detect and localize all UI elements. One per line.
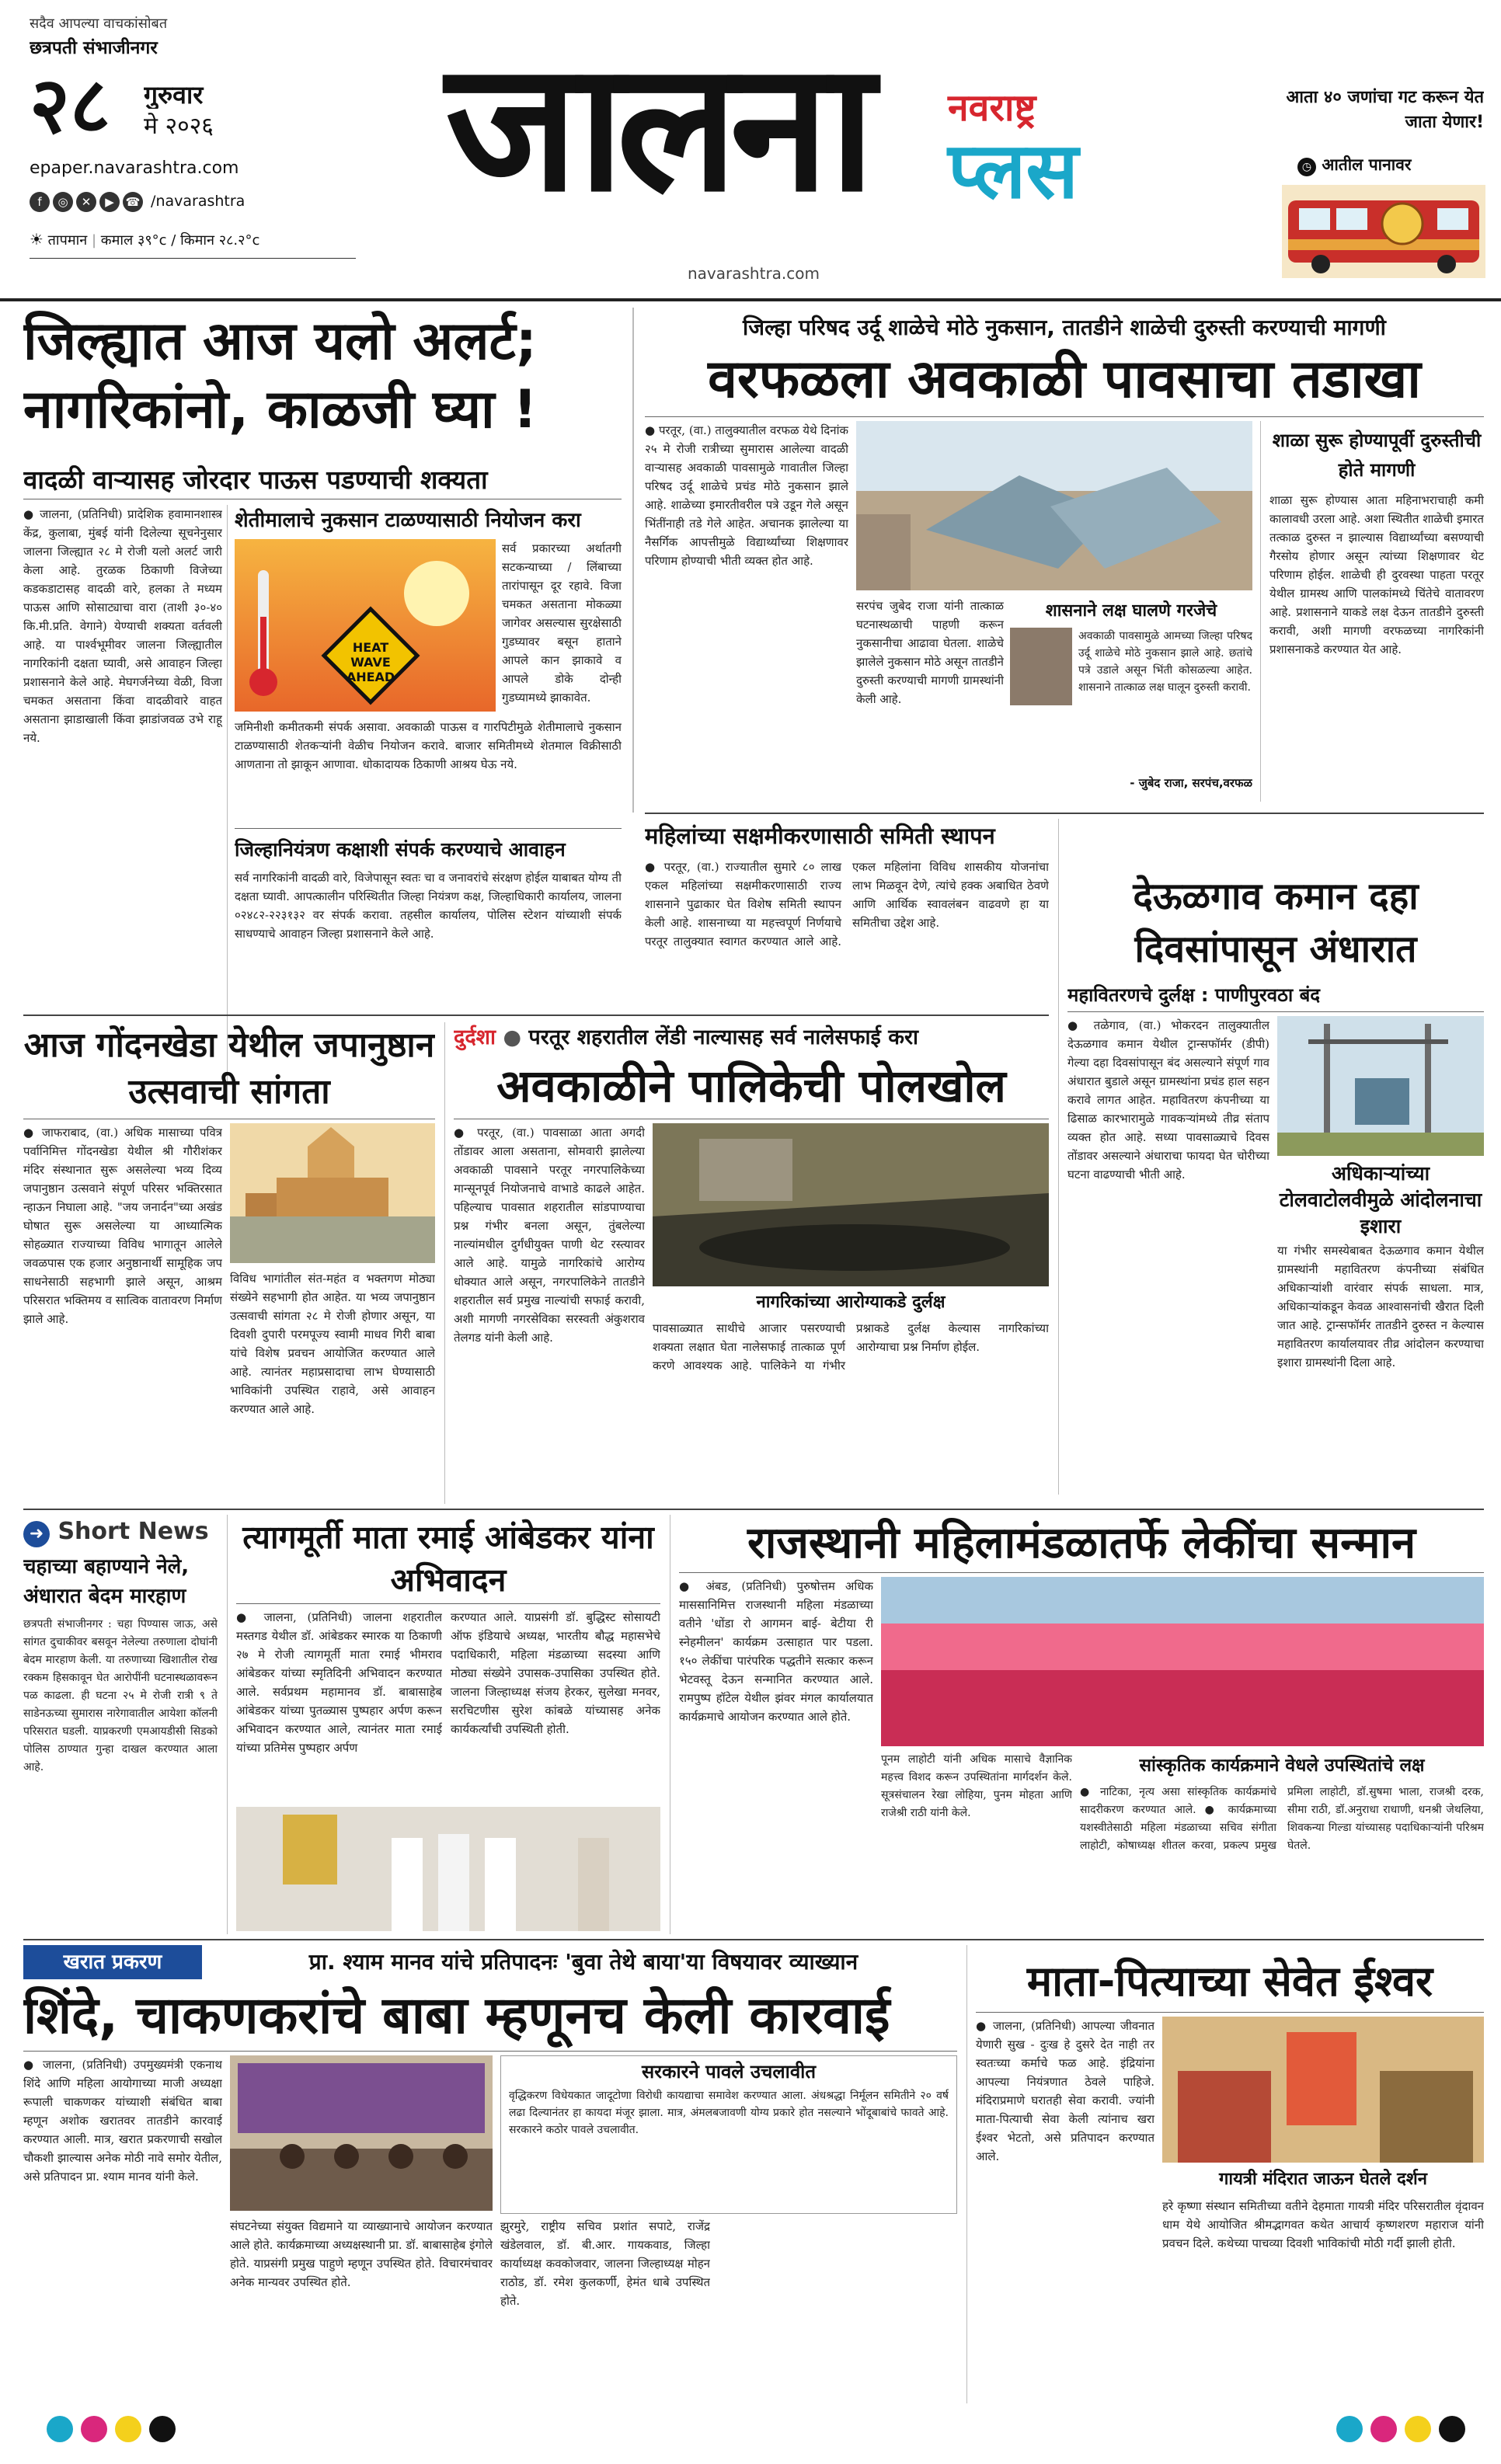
x-icon[interactable]: ✕ xyxy=(76,192,96,212)
urdu-school-headline[interactable]: वरफळला अवकाळी पावसाचा तडाखा xyxy=(708,349,1421,410)
clock-icon: ◷ xyxy=(1297,158,1316,176)
rajasthani-headline[interactable]: राजस्थानी महिलामंडळातर्फे लेकींचा सन्मान xyxy=(747,1518,1416,1568)
logo-plus: प्लस xyxy=(948,125,1078,216)
registration-mark xyxy=(1336,2416,1363,2442)
gayatri-headline[interactable]: माता-पित्याच्या सेवेत ईश्वर xyxy=(1026,1957,1433,2006)
shyam-manav-body2: संघटनेच्या संयुक्त विद्यमाने या व्याख्यानाचे आयोजन करण्यात आले होते. कार्यक्रमाच्या अध्यक्षस्थानी प्रा. डॉ. बाबासाहेब इंगोले होते. याप्रसंगी प्रमुख पाहुणे म्हणून उपस्थित होते. विचारमंचावर अनेक मान्यवर उपस्थित होते. xyxy=(230,2219,493,2289)
ramai-headline[interactable]: त्यागमूर्ती माता रमाई आंबेडकर यांना अभिवादन xyxy=(242,1519,654,1599)
heatwave-photo xyxy=(235,539,496,712)
shyam-manav-body1: ● जालना, (प्रतिनिधी) उपमुख्यमंत्री एकनाथ शिंदे आणि महिला आयोगाच्या माजी अध्यक्षा रूपाली चाकणकर यांच्याशी संबंधित बाबा म्हणून अशोक खरातवर तातडीने कारवाई करण्यात आली. मात्र, खरात प्रकरणाची सखोल चौकशी झाल्यास अनेक मोठी नावे समोर येतील, असे प्रतिपादन प्रा. श्याम मानव यांनी केले. xyxy=(23,2058,222,2184)
sarpanch-photo xyxy=(1010,628,1072,705)
ramai-body2: करण्यात आले. याप्रसंगी डॉ. बुद्धिस्ट सोसायटी ऑफ इंडियाचे अध्यक्ष, भारतीय बौद्ध महासभेचे पदाधिकारी, महिला मंडळाच्या सदस्या आणि मोठ्या संख्येने उपासक-उपासिका उपस्थित होते. जालना जिल्हाध्यक्ष संजय हेरकर, सुलेखा मनवर, सरचिटणीस सुरेश कांबळे यांच्यासह अनेक कार्यकर्त्यांची उपस्थिती होती. xyxy=(451,1610,660,1736)
drain-photo xyxy=(653,1123,1049,1286)
temple-photo xyxy=(230,1123,435,1263)
social-handle: /navarashtra xyxy=(151,193,246,210)
gondankheda-body2: विविध भागांतील संत-महंत व भक्तगण मोठ्या संख्येने सहभागी होत आहेत. या भव्य जपानुष्ठान उत्सवाची सांगता २८ मे रोजी होणार असून, या दिवशी दुपारी परमपूज्य स्वामी माधव गिरी बाबा यांचे विशेष प्रवचन आयोजित करण्यात आले आहे. त्यानंतर महाप्रसादाचा लाभ घेण्यासाठी भाविकांनी उपस्थित राहावे, असे आवाहन करण्यात आले आहे. xyxy=(230,1272,435,1416)
urdu-school-side-body: शाळा सुरू होण्यास आता महिनाभराचाही कमी कालावधी उरला आहे. अशा स्थितीत शाळेची इमारत तत्काळ दुरुस्त न झाल्यास विद्यार्थ्यांच्या बसण्याची गैरसोय होणार असून त्यांच्या शिक्षणावर थेट परिणाम होईल. शाळेची ही दुरवस्था पाहता परतूर येथील ग्रामस्थ आणि पालकांमध्ये चिंतेचे वातावरण आहे. प्रशासनाने याकडे लक्ष देऊन तातडीने दुरुस्ती करावी, अशी मागणी वरफळच्या नागरिकांनी प्रशासनाकडे करण्यात येत आहे. xyxy=(1269,493,1484,656)
transformer-photo xyxy=(1277,1016,1484,1156)
temple-image xyxy=(230,1123,435,1263)
epaper-url[interactable]: epaper.navarashtra.com xyxy=(30,158,239,178)
masthead xyxy=(0,0,1501,303)
edition-name: छत्रपती संभाजीनगर xyxy=(30,38,158,58)
month-year: मे २०२६ xyxy=(144,113,214,140)
partur-drain-body1: ● परतूर, (वा.) पावसाळा आता अगदी तोंडावर आला असताना, सोमवारी झालेल्या अवकाळी पावसाने परतूर नगरपालिकेच्या मान्सूनपूर्व नियोजनाचे वाभाडे काढले आहेत. पहिल्याच पावसात शहरातील सांडपाण्याचा प्रश्न गंभीर बनला असून, तुंबलेल्या नाल्यांमधील दुर्गंधीयुक्त पाणी थेट रस्त्यावर आले आहे. यामुळे नागरिकांचे आरोग्य धोक्यात आले असून, नगरपालिकेने तातडीने शहरातील सर्व प्रमुख नाल्यांची सफाई करावी, अशी मागणी नगरसेविका सरस्वती अंकुशराव तेलगड यांनी केली आहे. xyxy=(454,1126,645,1345)
transformer-image xyxy=(1277,1016,1484,1156)
registration-mark xyxy=(115,2416,141,2442)
yellow-alert-inner-head: शेतीमालाचे नुकसान टाळण्यासाठी नियोजन करा xyxy=(235,509,581,532)
whatsapp-icon[interactable]: ☎ xyxy=(123,192,143,212)
social-row xyxy=(30,190,371,214)
deulgaon-body: ● तळेगाव, (वा.) भोकरदन तालुक्यातील देऊळगाव कमान येथील ट्रान्सफॉर्मर (डीपी) गेल्या दहा दिवसांपासून बंद असल्याने संपूर्ण गाव अंधारात बुडाले असून ग्रामस्थांना प्रचंड हाल सहन करावे लागत आहेत. महावितरण कंपनीच्या या ढिसाळ कारभारामुळे गावकऱ्यांमध्ये तीव्र संताप व्यक्त होत आहे. सध्या पावसाळ्याचे दिवस तोंडावर असल्याने अंधाराचा फायदा घेत चोरीच्या घटना वाढण्याची भीती आहे. xyxy=(1067,1018,1269,1182)
urdu-school-body2: सरपंच जुबेद राजा यांनी तात्काळ घटनास्थळाची पाहणी करून नुकसानीचा आढावा घेतला. शाळेचे झालेले नुकसान मोठे असून तातडीने दुरुस्ती करण्याची मागणी ग्रामस्थांनी केली आहे. xyxy=(856,599,1004,706)
short-news-headline[interactable]: चहाच्या बहाण्याने नेले, अंधारात बेदम मारहाण xyxy=(23,1555,190,1608)
rajasthani-body1: ● अंबड, (प्रतिनिधी) पुरुषोत्तम अधिक माससानिमित्त राजस्थानी महिला मंडळाच्या वतीने 'धोंडा रो आगमन बाई- बेटीया री स्नेहमीलन' कार्यक्रम उत्साहात पार पडला. १५० लेकींचा पारंपरिक पद्धतीने सत्कार करून भेटवस्तू देऊन सन्मानित करण्यात आले. रामपुष्प हॉटेल येथील झंवर मंगल कार्यालयात कार्यक्रमाचे आयोजन करण्यात आले होते. xyxy=(679,1579,873,1724)
urdu-school-kicker: जिल्हा परिषद उर्दू शाळेचे मोठे नुकसान, तातडीने शाळेची दुरुस्ती करण्याची मागणी xyxy=(743,315,1386,340)
urdu-school-photo xyxy=(856,421,1252,590)
youtube-icon[interactable]: ▶ xyxy=(99,192,120,212)
partur-drain-kicker: परतूर शहरातील लेंडी नाल्यासह सर्व नालेसफाई करा xyxy=(528,1025,918,1049)
shyam-manav-inset-body: वृद्धिकरण विधेयकात जादूटोणा विरोधी कायद्याचा समावेश करण्यात आला. अंधश्रद्धा निर्मूलन समितीने २० वर्ष लढा दिल्यानंतर हा कायदा मंजूर झाला. मात्र, अंमलबजावणी योग्य प्रकारे होत नसल्याने भोंदूबाबांचे फावते आहे. सरकारने कठोर पावले उचलावीत. xyxy=(509,2090,949,2136)
urdu-school-quote-head: शासनाने लक्ष घालणे गरजेचे xyxy=(1045,601,1217,621)
registration-mark xyxy=(149,2416,176,2442)
partur-drain-kicker-row: दुर्दशा ● परतूर शहरातील लेंडी नाल्यासह सर्व नालेसफाई करा xyxy=(454,1025,918,1049)
logo-jalna: जालना xyxy=(445,24,868,231)
gondankheda-body1: ● जाफराबाद, (वा.) अधिक मासाच्या पवित्र पर्वानिमित्त गोंदनखेडा येथील श्री गौरीशंकर मंदिर संस्थानात सुरू असलेल्या भव्य दिव्य जपानुष्ठान उत्सवाने संपूर्ण परिसर भक्तिरसात न्हाऊन निघाला आहे. "जय जनार्दन"च्या अखंड घोषात सुरू असलेल्या या आध्यात्मिक सोहळ्यात राज्याच्या विविध भागातून आलेले जवळपास एक हजार अनुष्ठानार्थी सामूहिक जप साधनेसाठी सहभागी झाले असून, आश्रम परिसरात भक्तिमय व सात्विक वातावरण निर्माण झाले आहे. xyxy=(23,1126,222,1326)
weather-value: कमाल ३९°c / किमान २८.२°c xyxy=(100,232,260,249)
deulgaon-headline[interactable]: देऊळगाव कमान दहा दिवसांपासून अंधारात xyxy=(1133,875,1419,971)
gayatri-photo xyxy=(1162,2017,1484,2163)
heatwave-label: HEAT WAVE AHEAD xyxy=(346,640,395,684)
short-news-body: छत्रपती संभाजीनगर : चहा पिण्यास जाऊ, असे सांगत दुचाकीवर बसवून नेलेल्या तरुणाला दोघांनी बेदम मारहाण केली. या तरुणाच्या खिशातील रोख रक्कम हिसकावून घेत आरोपींनी घटनास्थळावरून पळ काढला. ही घटना २५ मे रोजी रात्री ९ ते साडेनऊच्या सुमारास नारेगावातील आयेशा कॉलनी परिसरात घडली. याप्रकरणी एमआयडीसी सिडको पोलिस ठाण्यात गुन्हा दाखल करण्यात आला आहे. xyxy=(23,1618,218,1773)
ramai-body1: ● जालना, (प्रतिनिधी) जालना शहरातील मस्तगड येथील डॉ. आंबेडकर स्मारक या ठिकाणी २७ मे रोजी त्यागमूर्ती माता रमाई भीमराव आंबेडकर यांच्या स्मृतिदिनी अभिवादन करण्यात आले. सर्वप्रथम महामानव डॉ. बाबासाहेब आंबेडकर यांच्या पुतळ्यास पुष्पहार अर्पण करून अभिवादन करण्यात आले, त्यानंतर माता रमाई यांच्या प्रतिमेस पुष्पहार अर्पण xyxy=(236,1610,442,1755)
rajasthani-photo xyxy=(881,1577,1484,1746)
lecture-image xyxy=(230,2055,493,2211)
shyam-manav-headline[interactable]: शिंदे, चाकणकरांचे बाबा म्हणूनच केली कारवाई xyxy=(23,1985,890,2045)
date-number: २८ xyxy=(30,60,110,151)
partur-drain-body2: पावसाळ्यात साथीचे आजार पसरण्याची शक्यता लक्षात घेता नालेसफाई तात्काळ पूर्ण करणे आवश्यक आहे. पालिकेने या गंभीर प्रश्नाकडे दुर्लक्ष केल्यास नागरिकांच्या आरोग्याचा प्रश्न निर्माण होईल. xyxy=(653,1321,1049,1373)
women-committee-body: ● परतूर, (वा.) राज्यातील सुमारे ८० लाख एकल महिलांच्या सक्षमीकरणासाठी राज्य शासनाने पुढाकार घेत विशेष समिती स्थापन केली आहे. शासनाच्या या महत्त्वपूर्ण निर्णयाचे परतूर तालुक्यात स्वागत करण्यात आले आहे. एकल महिलांना विविध शासकीय योजनांचा लाभ मिळवून देणे, त्यांचे हक्क अबाधित ठेवणे आणि आर्थिक स्वावलंबन वाढवणे हा या समितीचा उद्देश आहे. xyxy=(645,860,1049,948)
rajasthani-cultural-body: ● नाटिका, नृत्य असा सांस्कृतिक कार्यक्रमांचे सादरीकरण करण्यात आले. ● कार्यक्रमाच्या यशस्वीतेसाठी महिला मंडळाच्या सचिव संगीता लाहोटी, कोषाध्यक्ष शीतल करवा, प्रकल्प प्रमुख प्रमिला लाहोटी, डॉ.सुषमा भाला, राजश्री दरक, सीमा राठी, डॉ.अनुराधा राधाणी, धनश्री जेथलिया, शिवकन्या गिल्डा यांच्यासह पदाधिकाऱ्यांनी परिश्रम घेतले. xyxy=(1080,1786,1484,1852)
rajasthani-cultural-head: सांस्कृतिक कार्यक्रमाने वेधले उपस्थितांचे लक्ष xyxy=(1139,1756,1425,1776)
yellow-alert-body2: सर्व प्रकारच्या अर्थातगी सटकन्याच्या / लिंबाच्या तारांपासून दूर रहावे. विजा चमकत असताना मोकळ्या जागेवर असल्यास सुरक्षेसाठी गुडघ्यावर बसून हाताने आपले कान झाकावे व आपले डोके दोन्ही गुडघ्यामध्ये झाकावेत. xyxy=(502,541,622,705)
short-news-arrow-icon: ➜ xyxy=(23,1521,50,1547)
ramai-photo xyxy=(236,1807,660,1931)
drain-image xyxy=(653,1123,1049,1286)
yellow-alert-body1: ● जालना, (प्रतिनिधी) प्रादेशिक हवामानशास्त्र केंद्र, कुलाबा, मुंबई यांनी दिलेल्या सूचनेनुसार जालना जिल्ह्यात २८ मे रोजी यलो अलर्ट जारी केला आहे. तुरळक ठिकाणी विजेच्या कडकडाटासह वादळी वारे, हलका ते मध्यम पाऊस आणि सोसाट्याचा वारा (ताशी ३०-४० कि.मी.प्रति. वेगाने) येण्याची शक्यता वर्तवली आहे. या पार्श्वभूमीवर जालना जिल्ह्यातील नागरिकांनी दक्षता घ्यावी, असे आवाहन जिल्हा प्रशासनाने केले आहे. मेघगर्जनेच्या वेळी, विजा चमकत असताना किंवा वादळीवारे वाहत असताना झाडाखाली किंवा झाडांजवळ उभे राहू नये. xyxy=(23,507,222,745)
shyam-manav-inset xyxy=(500,2055,957,2214)
gayatri-body1: ● जालना, (प्रतिनिधी) आपल्या जीवनात येणारी सुख - दुःख हे दुसरे देत नाही तर स्वतःच्या कर्माचे फळ आहे. इंद्रियांना आपल्या नियंत्रणात ठेवले पाहिजे. मंदिराप्रमाणे घरातही सेवा करावी. ज्यांनी माता-पित्याची सेवा केली त्यांनाच खरा ईश्वर भेटतो, असे प्रतिपादन करण्यात आले. xyxy=(976,2019,1154,2163)
yellow-alert-subhead: वादळी वाऱ्यासह जोरदार पाऊस पडण्याची शक्यता xyxy=(23,465,488,495)
website-url[interactable]: navarashtra.com xyxy=(688,264,820,283)
shyam-manav-kicker: प्रा. श्याम मानव यांचे प्रतिपादनः 'बुवा तेथे बाया'या विषयावर व्याख्यान xyxy=(308,1949,858,1975)
ramai-tribute-image xyxy=(236,1807,660,1931)
women-committee-headline[interactable]: महिलांच्या सक्षमीकरणासाठी समिती स्थापन xyxy=(645,823,995,849)
urdu-school-quote-body: अवकाळी पावसामुळे आमच्या जिल्हा परिषद उर्दू शाळेचे मोठे नुकसान झाले आहे. छतांचे पत्रे उडाले असून भिंती कोसळल्या आहेत. शासनाने तात्काळ लक्ष घालून दुरुस्ती करावी. xyxy=(1078,630,1252,694)
teaser-bus-image[interactable] xyxy=(1282,185,1485,278)
weather-row: ☀ तापमान | कमाल ३९°c / किमान २८.२°c xyxy=(30,230,260,249)
registration-mark xyxy=(1405,2416,1431,2442)
urdu-school-quote-author: - जुबेद राजा, सरपंच,वरफळ xyxy=(1130,776,1252,790)
district-control-headline[interactable]: जिल्हानियंत्रण कक्षाशी संपर्क करण्याचे आवाहन xyxy=(235,838,566,861)
gayatri-photo-caption: गायत्री मंदिरात जाऊन घेतले दर्शन xyxy=(1219,2170,1427,2189)
logo-navrashtra: नवराष्ट्र xyxy=(948,86,1036,130)
rajasthani-body2: पूनम लाहोटी यांनी अधिक मासाचे वैज्ञानिक महत्त्व विशद करून उपस्थितांना मार्गदर्शन केले. सूत्रसंचालन रेखा लोहिया, पुनम मोहता आणि राजेश्री राठी यांनी केले. xyxy=(881,1753,1072,1819)
shyam-manav-inset-head: सरकारने पावले उचलावीत xyxy=(641,2061,817,2083)
deulgaon-subhead: महावितरणचे दुर्लक्ष : पाणीपुरवठा बंद xyxy=(1067,984,1321,1006)
instagram-icon[interactable]: ◎ xyxy=(53,192,73,212)
registration-mark xyxy=(47,2416,73,2442)
weekday: गुरुवार xyxy=(144,80,204,109)
district-control-body: सर्व नागरिकांनी वादळी वारे, विजेपासून स्वतः चा व जनावरांचे संरक्षण होईल याबाबत योग्य ती दक्षता घ्यावी. आपत्कालीन परिस्थितीत जिल्हा नियंत्रण कक्ष, जिल्हाधिकारी कार्यालय, जालना ०२४८२-२२३१३२ वर संपर्क करावा. तहसील कार्यालय, पोलिस स्टेशन यांच्याशी संपर्क साधण्याचे आवाहन जिल्हा प्रशासनाने केले आहे. xyxy=(235,871,622,941)
partur-drain-kicker-tag: दुर्दशा xyxy=(454,1025,496,1049)
yellow-alert-headline[interactable]: जिल्ह्यात आज यलो अलर्ट; नागरिकांनो, काळजी घ्या ! xyxy=(23,311,538,440)
teaser-text[interactable]: आता ४० जणांचा गट करून येत जाता येणार! xyxy=(1286,88,1484,132)
partur-drain-headline[interactable]: अवकाळीने पालिकेची पोलखोल xyxy=(496,1060,1006,1112)
deulgaon-alert-body: या गंभीर समस्येबाबत देऊळगाव कमान येथील ग्रामस्थांनी महावितरण कंपनीच्या संबंधित अधिकाऱ्यांशी वारंवार संपर्क साधला. मात्र, अधिकाऱ्यांकडून केवळ आश्वासनांची खैरात दिली जात आहे. ट्रान्सफॉर्मर तातडीने दुरुस्त न केल्यास महावितरण कार्यालयावर तीव्र आंदोलन करण्याचा इशारा ग्रामस्थांनी दिला आहे. xyxy=(1277,1244,1484,1369)
kharat-case-label: खरात प्रकरण xyxy=(23,1945,202,1979)
gayatri-body2: हरे कृष्णा संस्थान समितीच्या वतीने देहमाता गायत्री मंदिर परिसरातील वृंदावन धाम येथे आयोजित श्रीमद्भागवत कथेत आचार्य कृष्णशरण महाराज यांनी प्रवचन दिले. कथेच्या पाचव्या दिवशी भाविकांची मोठी गर्दी झाली होती. xyxy=(1162,2199,1484,2250)
weather-icon: ☀ xyxy=(30,230,44,249)
teaser-author: ◷ आतील पानावर xyxy=(1297,151,1484,178)
urdu-school-side-head: शाळा सुरू होण्यापूर्वी दुरुस्तीची होते मागणी xyxy=(1272,430,1482,481)
weather-label: तापमान xyxy=(47,232,88,249)
urdu-school-body1: ● परतूर, (वा.) तालुक्यातील वरफळ येथे दिनांक २५ मे रोजी रात्रीच्या सुमारास आलेल्या वादळी वाऱ्यासह अवकाळी पावसामुळे गावातील जिल्हा परिषद उर्दू शाळेचे प्रचंड मोठे नुकसान झाले आहे. शाळेच्या इमारतीवरील पत्रे उडून गेले असून भिंतींनाही तडे गेले आहेत. अचानक झालेल्या या नैसर्गिक आपत्तीमुळे विद्यार्थ्यांच्या शिक्षणावर परिणाम होण्याची भीती व्यक्त होत आहे. xyxy=(645,423,848,568)
damaged-school-image xyxy=(856,421,1252,590)
lecture-photo xyxy=(230,2055,493,2211)
women-group-image xyxy=(881,1577,1484,1746)
registration-mark xyxy=(81,2416,107,2442)
deulgaon-alert-head: अधिकाऱ्यांच्या टोलवाटोलवीमुळे आंदोलनाचा इशारा xyxy=(1279,1162,1482,1237)
shyam-manav-body3: झुरमुरे, राष्ट्रीय सचिव प्रशांत सपाटे, राजेंद्र खंडेलवाल, डॉ. बी.आर. गायकवाड, जिल्हा कार्याध्यक्ष कवकोजवार, जालना जिल्हाध्यक्ष मोहन राठोड, डॉ. रमेश कुलकर्णी, हेमंत धाबे उपस्थित होते. xyxy=(500,2219,710,2308)
gondankheda-headline[interactable]: आज गोंदनखेडा येथील जपानुष्ठान उत्सवाची सांगता xyxy=(23,1025,435,1112)
registration-mark xyxy=(1439,2416,1465,2442)
facebook-icon[interactable]: f xyxy=(30,192,50,212)
short-news-label-row: ➜ Short News xyxy=(23,1515,218,1549)
yellow-alert-body3: जमिनीशी कमीतकमी संपर्क असावा. अवकाळी पाऊस व गारपिटीमुळे शेतीमालाचे नुकसान टाळण्यासाठी शेतकऱ्यांनी वेळीच नियोजन करावे. बाजार समितीमध्ये शेतमाल विक्रीसाठी आणताना तो झाकून आणावा. धोकादायक ठिकाणी आश्रय घेऊ नये. xyxy=(235,720,622,771)
bus-icon xyxy=(1282,185,1485,278)
registration-mark xyxy=(1370,2416,1397,2442)
tagline: सदैव आपल्या वाचकांसोबत xyxy=(30,16,168,32)
gayatri-temple-image xyxy=(1162,2017,1484,2163)
drain-photo-caption: नागरिकांच्या आरोग्याकडे दुर्लक्ष xyxy=(756,1293,946,1312)
